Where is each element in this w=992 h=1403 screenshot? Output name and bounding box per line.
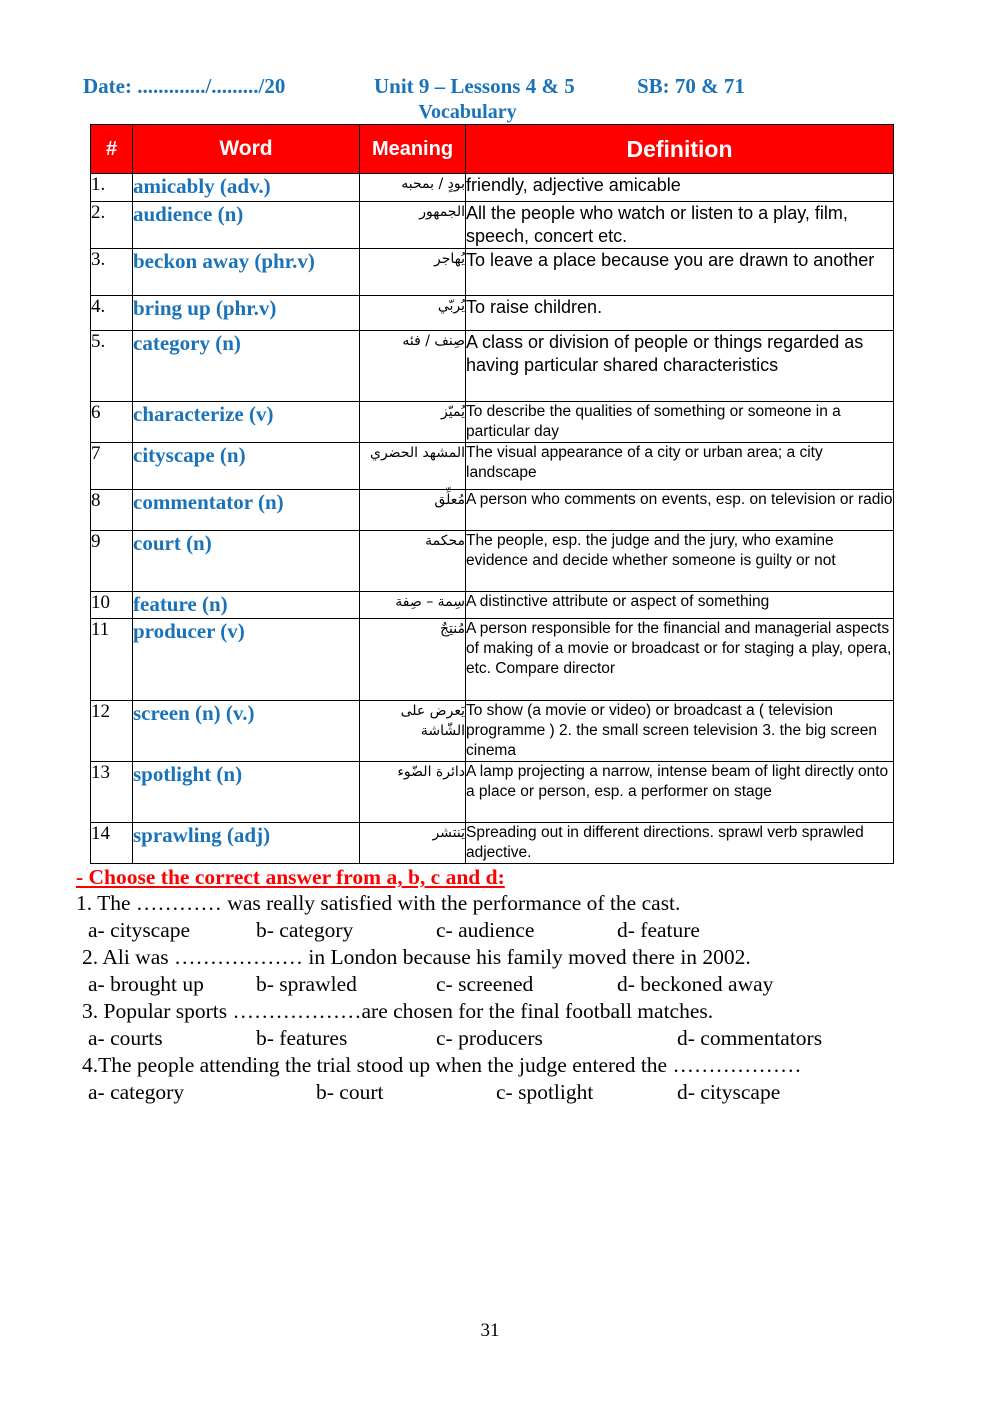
arabic-meaning: يُربّي — [360, 296, 466, 331]
vocab-word: audience (n) — [133, 202, 360, 249]
definition: A class or division of people or things regarded as having particular shared characteristics — [466, 331, 894, 402]
table-row — [91, 592, 894, 619]
header-definition: Definition — [466, 125, 894, 174]
option-b: b- sprawled — [256, 972, 357, 996]
definition: A distinctive attribute or aspect of something — [466, 592, 894, 619]
question-3-options — [76, 1025, 956, 1052]
option-a: a- brought up — [88, 972, 204, 996]
arabic-meaning: سِمة – صِفة — [360, 592, 466, 619]
page-number: 31 — [480, 1320, 500, 1341]
row-number: 13 — [91, 762, 133, 823]
table-header-row — [91, 125, 894, 174]
vocab-word: cityscape (n) — [133, 443, 360, 490]
row-number: 9 — [91, 531, 133, 592]
vocab-word: producer (v) — [133, 619, 360, 701]
vocab-word: category (n) — [133, 331, 360, 402]
definition: Spreading out in different directions. sprawl verb sprawled adjective. — [466, 823, 894, 864]
question-2-options — [76, 971, 956, 998]
row-number: 1. — [91, 174, 133, 202]
option-c: c- producers — [436, 1026, 543, 1050]
option-b: b- category — [256, 918, 354, 942]
definition: To describe the qualities of something or someone in a particular day — [466, 402, 894, 443]
definition: To show (a movie or video) or broadcast a ( television programme ) 2. the small screen television 3. the big screen cinema — [466, 701, 894, 762]
arabic-meaning: مُنتِجٌ — [360, 619, 466, 701]
exercise-section — [76, 864, 956, 1106]
option-d: d- beckoned away — [617, 972, 774, 996]
question-3: 3. Popular sports ………………are chosen for the final football matches. — [82, 999, 714, 1023]
arabic-meaning: بودٍ / بمحبه — [360, 174, 466, 202]
vocab-word: bring up (phr.v) — [133, 296, 360, 331]
arabic-meaning: مُعلِّق — [360, 490, 466, 531]
row-number: 2. — [91, 202, 133, 249]
definition: The people, esp. the judge and the jury, who examine evidence and decide whether someone is guilty or not — [466, 531, 894, 592]
student-book-pages: SB: 70 & 71 — [637, 74, 745, 98]
table-row — [91, 762, 894, 823]
option-a: a- cityscape — [88, 918, 191, 942]
table-row — [91, 331, 894, 402]
row-number: 12 — [91, 701, 133, 762]
arabic-meaning: يَعرض على الشّاشة — [360, 701, 466, 762]
table-row — [91, 531, 894, 592]
option-a: a- category — [88, 1080, 185, 1104]
question-1: 1. The ………… was really satisfied with the performance of the cast. — [76, 891, 681, 915]
row-number: 5. — [91, 331, 133, 402]
table-row — [91, 202, 894, 249]
option-a: a- courts — [88, 1026, 163, 1050]
option-d: d- feature — [617, 918, 700, 942]
page-header — [83, 74, 913, 104]
row-number: 6 — [91, 402, 133, 443]
option-b: b- features — [256, 1026, 348, 1050]
header-number: # — [91, 125, 133, 174]
vocab-word: beckon away (phr.v) — [133, 249, 360, 296]
definition: The visual appearance of a city or urban area; a city landscape — [466, 443, 894, 490]
arabic-meaning: دائرة الضّوء — [360, 762, 466, 823]
exercise-instruction: - Choose the correct answer from a, b, c and d: — [76, 865, 505, 889]
row-number: 4. — [91, 296, 133, 331]
question-4: 4.The people attending the trial stood up when the judge entered the ……………… — [82, 1053, 802, 1077]
table-row — [91, 490, 894, 531]
arabic-meaning: صِنف / فئه — [360, 331, 466, 402]
row-number: 11 — [91, 619, 133, 701]
arabic-meaning: المشهد الحضري — [360, 443, 466, 490]
header-word: Word — [133, 125, 360, 174]
table-row — [91, 823, 894, 864]
date-line: Date: ............./........./20 — [83, 74, 286, 98]
definition: friendly, adjective amicable — [466, 174, 894, 202]
row-number: 8 — [91, 490, 133, 531]
arabic-meaning: يَنتشر — [360, 823, 466, 864]
option-b: b- court — [316, 1080, 384, 1104]
table-row — [91, 443, 894, 490]
header-meaning: Meaning — [360, 125, 466, 174]
vocab-word: characterize (v) — [133, 402, 360, 443]
arabic-meaning: يُهاجر — [360, 249, 466, 296]
unit-title: Unit 9 – Lessons 4 & 5 — [374, 74, 575, 98]
definition: To leave a place because you are drawn to another — [466, 249, 894, 296]
table-row — [91, 402, 894, 443]
row-number: 3. — [91, 249, 133, 296]
vocab-word: feature (n) — [133, 592, 360, 619]
question-2: 2. Ali was ……………… in London because his family moved there in 2002. — [82, 945, 751, 969]
vocabulary-table — [90, 124, 894, 864]
table-row — [91, 249, 894, 296]
option-c: c- screened — [436, 972, 534, 996]
vocab-word: spotlight (n) — [133, 762, 360, 823]
definition: All the people who watch or listen to a play, film, speech, concert etc. — [466, 202, 894, 249]
table-row — [91, 296, 894, 331]
definition: To raise children. — [466, 296, 894, 331]
vocab-word: amicably (adv.) — [133, 174, 360, 202]
option-d: d- cityscape — [677, 1080, 781, 1104]
row-number: 14 — [91, 823, 133, 864]
option-d: d- commentators — [677, 1026, 823, 1050]
table-row — [91, 701, 894, 762]
vocab-word: screen (n) (v.) — [133, 701, 360, 762]
vocab-word: sprawling (adj) — [133, 823, 360, 864]
section-title: Vocabulary — [418, 101, 517, 123]
question-1-options — [76, 917, 956, 944]
row-number: 10 — [91, 592, 133, 619]
definition: A person who comments on events, esp. on television or radio — [466, 490, 894, 531]
option-c: c- spotlight — [496, 1080, 594, 1104]
definition: A lamp projecting a narrow, intense beam of light directly onto a place or person, esp. a performer on stage — [466, 762, 894, 823]
option-c: c- audience — [436, 918, 535, 942]
table-row — [91, 174, 894, 202]
vocab-word: commentator (n) — [133, 490, 360, 531]
question-4-options — [76, 1079, 956, 1106]
arabic-meaning: يُميّز — [360, 402, 466, 443]
row-number: 7 — [91, 443, 133, 490]
arabic-meaning: الجمهور — [360, 202, 466, 249]
arabic-meaning: محكمة — [360, 531, 466, 592]
table-row — [91, 619, 894, 701]
vocab-word: court (n) — [133, 531, 360, 592]
definition: A person responsible for the financial and managerial aspects of making of a movie or broadcast or for staging a play, opera, etc. Compare director — [466, 619, 894, 701]
